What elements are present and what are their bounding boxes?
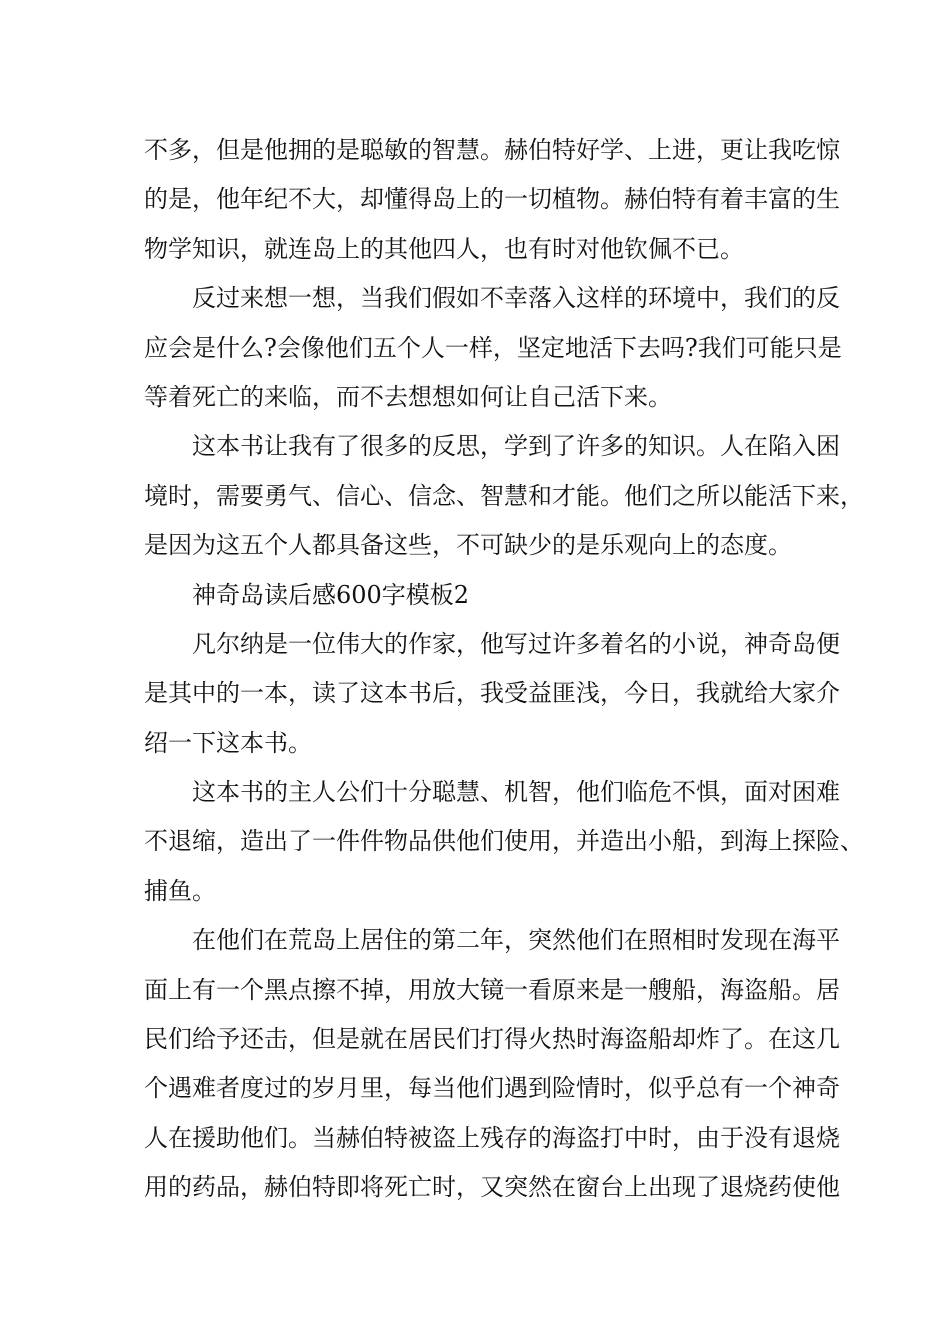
text-line: 境时，需要勇气、信心、信念、智慧和才能。他们之所以能活下来， bbox=[144, 481, 864, 510]
text-line: 捕鱼。 bbox=[144, 876, 216, 905]
text-line: 不多，但是他拥的是聪敏的智慧。赫伯特好学、上进，更让我吃惊 bbox=[144, 136, 840, 164]
text-line: 绍一下这本书。 bbox=[144, 728, 312, 757]
paragraph-first-line: 在他们在荒岛上居住的第二年，突然他们在照相时发现在海平 bbox=[192, 926, 840, 955]
text-line: 个遇难者度过的岁月里，每当他们遇到险情时，似乎总有一个神奇 bbox=[144, 1074, 840, 1103]
text-line: 用的药品，赫伯特即将死亡时，又突然在窗台上出现了退烧药使他 bbox=[144, 1173, 840, 1202]
text-line: 是因为这五个人都具备这些，不可缺少的是乐观向上的态度。 bbox=[144, 531, 792, 560]
document-body bbox=[144, 126, 864, 1213]
text-line: 面上有一个黑点擦不掉，用放大镜一看原来是一艘船，海盗船。居 bbox=[144, 975, 840, 1004]
text-line: 等着死亡的来临，而不去想想如何让自己活下来。 bbox=[144, 382, 672, 411]
paragraph-first-line: 这本书的主人公们十分聪慧、机智，他们临危不惧，面对困难 bbox=[192, 778, 840, 807]
text-line: 民们给予还击，但是就在居民们打得火热时海盗船却炸了。在这几 bbox=[144, 1025, 840, 1054]
text-line: 是其中的一本，读了这本书后，我受益匪浅，今日，我就给大家介 bbox=[144, 679, 840, 708]
section-heading: 神奇岛读后感600字模板2 bbox=[192, 580, 470, 609]
paragraph-first-line: 这本书让我有了很多的反思，学到了许多的知识。人在陷入困 bbox=[192, 432, 840, 461]
paragraph-first-line: 反过来想一想，当我们假如不幸落入这样的环境中，我们的反 bbox=[192, 284, 840, 313]
text-line: 应会是什么?会像他们五个人一样，坚定地活下去吗?我们可能只是 bbox=[144, 333, 842, 362]
text-line: 的是，他年纪不大，却懂得岛上的一切植物。赫伯特有着丰富的生 bbox=[144, 185, 840, 214]
paragraph-first-line: 凡尔纳是一位伟大的作家，他写过许多着名的小说，神奇岛便 bbox=[192, 629, 840, 658]
text-line: 不退缩，造出了一件件物品供他们使用，并造出小船，到海上探险、 bbox=[144, 827, 864, 856]
text-line: 人在援助他们。当赫伯特被盗上残存的海盗打中时，由于没有退烧 bbox=[144, 1123, 840, 1152]
text-line: 物学知识，就连岛上的其他四人，也有时对他钦佩不已。 bbox=[144, 234, 744, 263]
